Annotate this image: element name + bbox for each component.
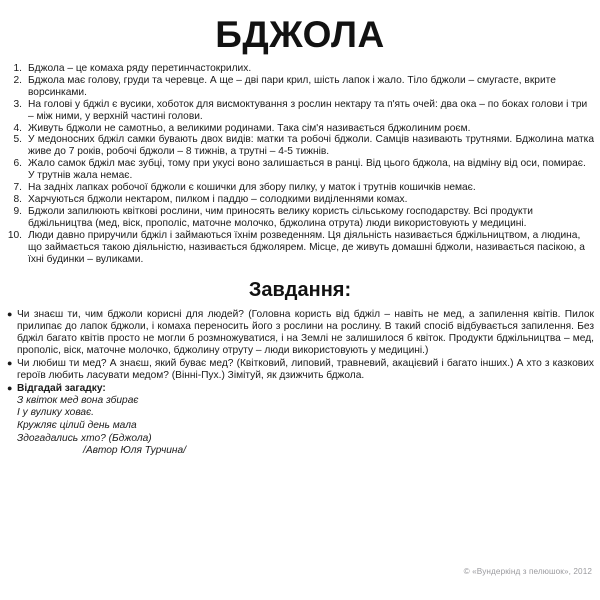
list-item-number: 10. bbox=[7, 229, 22, 241]
riddle-line: З квіток мед вона збирає bbox=[17, 394, 139, 406]
list-item bbox=[6, 358, 594, 382]
list-item-text: Бджола – це комаха ряду перетинчастокрилих. bbox=[28, 63, 252, 74]
bullet-icon: ● bbox=[7, 382, 13, 393]
bullet-icon: ● bbox=[7, 358, 13, 369]
riddle-line: І у вулику ховає. bbox=[17, 407, 94, 419]
tasks-heading: Завдання: bbox=[248, 279, 352, 302]
list-item bbox=[6, 123, 594, 135]
list-item-number: 6. bbox=[13, 158, 22, 170]
bullet-icon: ● bbox=[7, 309, 13, 320]
list-item-text: Харчуються бджоли нектаром, пилком і паддю – солодкими виділеннями комах. bbox=[28, 193, 408, 205]
riddle-lines bbox=[17, 395, 594, 458]
tasks-list bbox=[0, 309, 600, 457]
list-item bbox=[6, 309, 594, 357]
list-item bbox=[6, 206, 594, 230]
list-item bbox=[6, 99, 594, 123]
list-item-number: 1. bbox=[13, 63, 22, 74]
list-item-text: У медоносних бджіл самки бувають двох видів: матки та робочі бджоли. Самців називають трутнями. Бджолина матка живе до 7 років, робочі бджоли – 8 тижнів, а трутні – 4-5 тижнів. bbox=[28, 134, 594, 158]
riddle-author: /Автор Юля Турчина/ bbox=[83, 445, 187, 457]
list-item-text: Чи знаєш ти, чим бджоли корисні для людей? (Головна користь від бджіл – навіть не мед, а запилення квітів. Пилок прилипає до лапок бджоли, і комаха переносить його з рослини на рослину. В такий спосіб відбувається запилення. Без бджіл багато квітів просто не могли б розмножуватися, і на Землі не залишилося б квіток. Продукти бджільництва – мед, прополіс, віск, маточне молочко, бджолину отруту – люди використовують у медицині.) bbox=[17, 309, 594, 357]
list-item-number: 4. bbox=[13, 122, 22, 134]
copyright-footer: © «Вундеркінд з пелюшок», 2012 bbox=[463, 567, 592, 576]
list-item-text: Люди давно приручили бджіл і займаються їхнім розведенням. Ця діяльність називається бджільництвом, а людина, що займається такою діяльністю, називається бджолярем. Місце, де живуть домашні бджоли, називається пасікою, а їхні будинки – вуликами. bbox=[28, 229, 585, 265]
riddle-line: Кружляє цілий день мала bbox=[17, 419, 137, 431]
list-item-number: 5. bbox=[13, 134, 22, 146]
list-item-text: Бджола має голову, груди та черевце. А ще – дві пари крил, шість лапок і жало. Тіло бджоли – смугасте, вкрите ворсинками. bbox=[28, 74, 556, 98]
page-title: БДЖОЛА bbox=[215, 14, 385, 55]
facts-list bbox=[0, 59, 600, 265]
list-item bbox=[6, 194, 594, 206]
list-item-text: Живуть бджоли не самотньо, а великими родинами. Така сім'я називається бджолиним роєм. bbox=[28, 122, 471, 134]
list-item bbox=[6, 230, 594, 266]
list-item-number: 8. bbox=[13, 193, 22, 205]
list-item bbox=[6, 75, 594, 99]
riddle-item bbox=[6, 383, 594, 458]
list-item-number: 7. bbox=[13, 182, 22, 194]
list-item-text: Жало самок бджіл має зубці, тому при укусі воно залишається в ранці. Від цього бджола, на відміну від оси, помирає. У трутнів жала немає. bbox=[28, 158, 586, 182]
list-item bbox=[6, 63, 594, 75]
riddle-line: Здогадались хто? (Бджола) bbox=[17, 432, 152, 444]
list-item-text: На задніх лапках робочої бджоли є кошички для збору пилку, у маток і трутнів кошичків немає. bbox=[28, 182, 476, 194]
list-item bbox=[6, 158, 594, 182]
riddle-block bbox=[17, 383, 594, 458]
list-item-number: 3. bbox=[13, 98, 22, 110]
list-item bbox=[6, 134, 594, 158]
list-item-text: Чи любиш ти мед? А знаєш, який буває мед? (Квітковий, липовий, травневий, акацієвий і багато інших.) А хто з казкових героїв любить ласувати медом? (Вінні-Пух.) Зімітуй, як дзижчить бджола. bbox=[17, 358, 594, 381]
list-item-text: На голові у бджіл є вусики, хоботок для висмоктування з рослин нектару та п'ять очей: два ока – по боках голови і три – між ними, у верхній частині голови. bbox=[28, 98, 588, 122]
list-item bbox=[6, 182, 594, 194]
list-item-number: 9. bbox=[13, 205, 22, 217]
list-item-number: 2. bbox=[13, 74, 22, 86]
list-item-text: Бджоли запилюють квіткові рослини, чим приносять велику користь сільському господарству. Всі продукти бджільництва (мед, віск, прополіс, маточне молочко, бджолина отрута) люди використовують у медицині. bbox=[28, 205, 533, 229]
riddle-label: Відгадай загадку: bbox=[17, 382, 106, 394]
